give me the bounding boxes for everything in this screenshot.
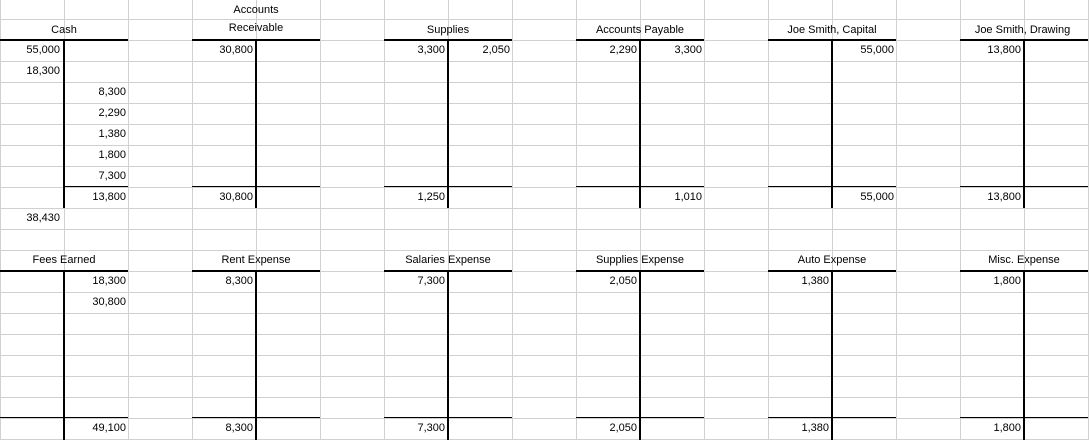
t-account-title-cash: Cash bbox=[51, 24, 77, 36]
gridline-horizontal bbox=[0, 418, 1089, 419]
gridline-vertical bbox=[320, 0, 321, 440]
misc-debit-total[interactable]: 1,800 bbox=[993, 422, 1021, 434]
supplies-debit-total[interactable]: 1,250 bbox=[417, 191, 445, 203]
ap-credit-total[interactable]: 1,010 bbox=[674, 191, 702, 203]
gridline-horizontal bbox=[0, 355, 1089, 356]
rent-debit-total[interactable]: 8,300 bbox=[225, 422, 253, 434]
drawing-debit-1[interactable]: 13,800 bbox=[987, 44, 1021, 56]
ap-credit-1[interactable]: 3,300 bbox=[674, 44, 702, 56]
gridline-vertical bbox=[896, 0, 897, 440]
cash-credit-4[interactable]: 1,800 bbox=[98, 149, 126, 161]
gridline-vertical bbox=[960, 0, 961, 440]
gridline-horizontal bbox=[0, 103, 1089, 104]
t-account-title-supplies-expense: Supplies Expense bbox=[595, 254, 685, 266]
t-account-title-accounts-receivable bbox=[192, 1, 320, 39]
t-account-divider bbox=[255, 40, 257, 208]
gridline-vertical bbox=[384, 0, 385, 440]
cash-balance[interactable]: 38,430 bbox=[26, 212, 60, 224]
t-account-divider bbox=[831, 40, 833, 208]
t-account-title-fees-earned: Fees Earned bbox=[32, 254, 96, 266]
gridline-horizontal bbox=[0, 61, 1089, 62]
gridline-horizontal bbox=[0, 397, 1089, 398]
gridline-horizontal bbox=[0, 82, 1089, 83]
t-account-divider bbox=[831, 271, 833, 440]
ap-debit-1[interactable]: 2,290 bbox=[609, 44, 637, 56]
cash-credit-5[interactable]: 7,300 bbox=[98, 170, 126, 182]
t-account-divider bbox=[639, 271, 641, 440]
fees-credit-total[interactable]: 49,100 bbox=[92, 422, 126, 434]
gridline-vertical bbox=[704, 0, 705, 440]
gridline-vertical bbox=[512, 0, 513, 440]
capital-credit-1[interactable]: 55,000 bbox=[860, 44, 894, 56]
gridline-horizontal bbox=[0, 313, 1089, 314]
title-line-2: Receivable bbox=[228, 22, 284, 34]
cash-credit-total[interactable]: 13,800 bbox=[92, 191, 126, 203]
gridline-horizontal bbox=[0, 292, 1089, 293]
t-account-title-supplies: Supplies bbox=[426, 24, 470, 36]
t-account-title-capital: Joe Smith, Capital bbox=[787, 24, 877, 36]
gridline-horizontal bbox=[0, 166, 1089, 167]
t-account-title-rent-expense: Rent Expense bbox=[221, 254, 291, 266]
supplies-expense-debit-total[interactable]: 2,050 bbox=[609, 422, 637, 434]
t-account-title-salaries-expense: Salaries Expense bbox=[405, 254, 491, 266]
gridline-horizontal bbox=[0, 334, 1089, 335]
gridline-horizontal bbox=[0, 124, 1089, 125]
rent-debit-1[interactable]: 8,300 bbox=[225, 275, 253, 287]
cash-debit-1[interactable]: 55,000 bbox=[26, 44, 60, 56]
gridline-horizontal bbox=[0, 145, 1089, 146]
gridline-horizontal bbox=[0, 187, 1089, 188]
gridline-vertical bbox=[128, 0, 129, 440]
fees-credit-1[interactable]: 18,300 bbox=[92, 275, 126, 287]
gridline-horizontal bbox=[0, 250, 1089, 251]
t-account-title-accounts-payable: Accounts Payable bbox=[595, 24, 685, 36]
gridline-horizontal bbox=[0, 271, 1089, 272]
misc-debit-1[interactable]: 1,800 bbox=[993, 275, 1021, 287]
gridline-vertical bbox=[576, 0, 577, 440]
salaries-debit-1[interactable]: 7,300 bbox=[417, 275, 445, 287]
t-account-divider bbox=[255, 271, 257, 440]
auto-debit-total[interactable]: 1,380 bbox=[801, 422, 829, 434]
capital-credit-total[interactable]: 55,000 bbox=[860, 191, 894, 203]
cash-credit-3[interactable]: 1,380 bbox=[98, 128, 126, 140]
t-account-divider bbox=[1023, 271, 1025, 440]
salaries-debit-total[interactable]: 7,300 bbox=[417, 422, 445, 434]
gridline-horizontal bbox=[0, 208, 1089, 209]
auto-debit-1[interactable]: 1,380 bbox=[801, 275, 829, 287]
supplies-expense-debit-1[interactable]: 2,050 bbox=[609, 275, 637, 287]
supplies-debit-1[interactable]: 3,300 bbox=[417, 44, 445, 56]
t-account-divider bbox=[1023, 40, 1025, 208]
cash-credit-1[interactable]: 8,300 bbox=[98, 86, 126, 98]
supplies-credit-1[interactable]: 2,050 bbox=[482, 44, 510, 56]
gridline-horizontal bbox=[0, 40, 1089, 41]
gridline-horizontal bbox=[0, 19, 1089, 20]
t-account-divider bbox=[447, 271, 449, 440]
gridline-vertical bbox=[192, 0, 193, 440]
title-line-1: Accounts bbox=[233, 4, 279, 16]
fees-credit-2[interactable]: 30,800 bbox=[92, 296, 126, 308]
t-account-title-auto-expense: Auto Expense bbox=[797, 254, 867, 266]
gridline-vertical bbox=[768, 0, 769, 440]
t-account-title-drawing: Joe Smith, Drawing bbox=[974, 24, 1071, 36]
ar-debit-total[interactable]: 30,800 bbox=[219, 191, 253, 203]
cash-credit-2[interactable]: 2,290 bbox=[98, 107, 126, 119]
cash-debit-2[interactable]: 18,300 bbox=[26, 65, 60, 77]
t-account-divider bbox=[639, 40, 641, 208]
t-account-divider bbox=[447, 40, 449, 208]
t-account-title-misc-expense: Misc. Expense bbox=[988, 254, 1060, 266]
gridline-horizontal bbox=[0, 229, 1089, 230]
ar-debit-1[interactable]: 30,800 bbox=[219, 44, 253, 56]
drawing-debit-total[interactable]: 13,800 bbox=[987, 191, 1021, 203]
gridline-horizontal bbox=[0, 376, 1089, 377]
